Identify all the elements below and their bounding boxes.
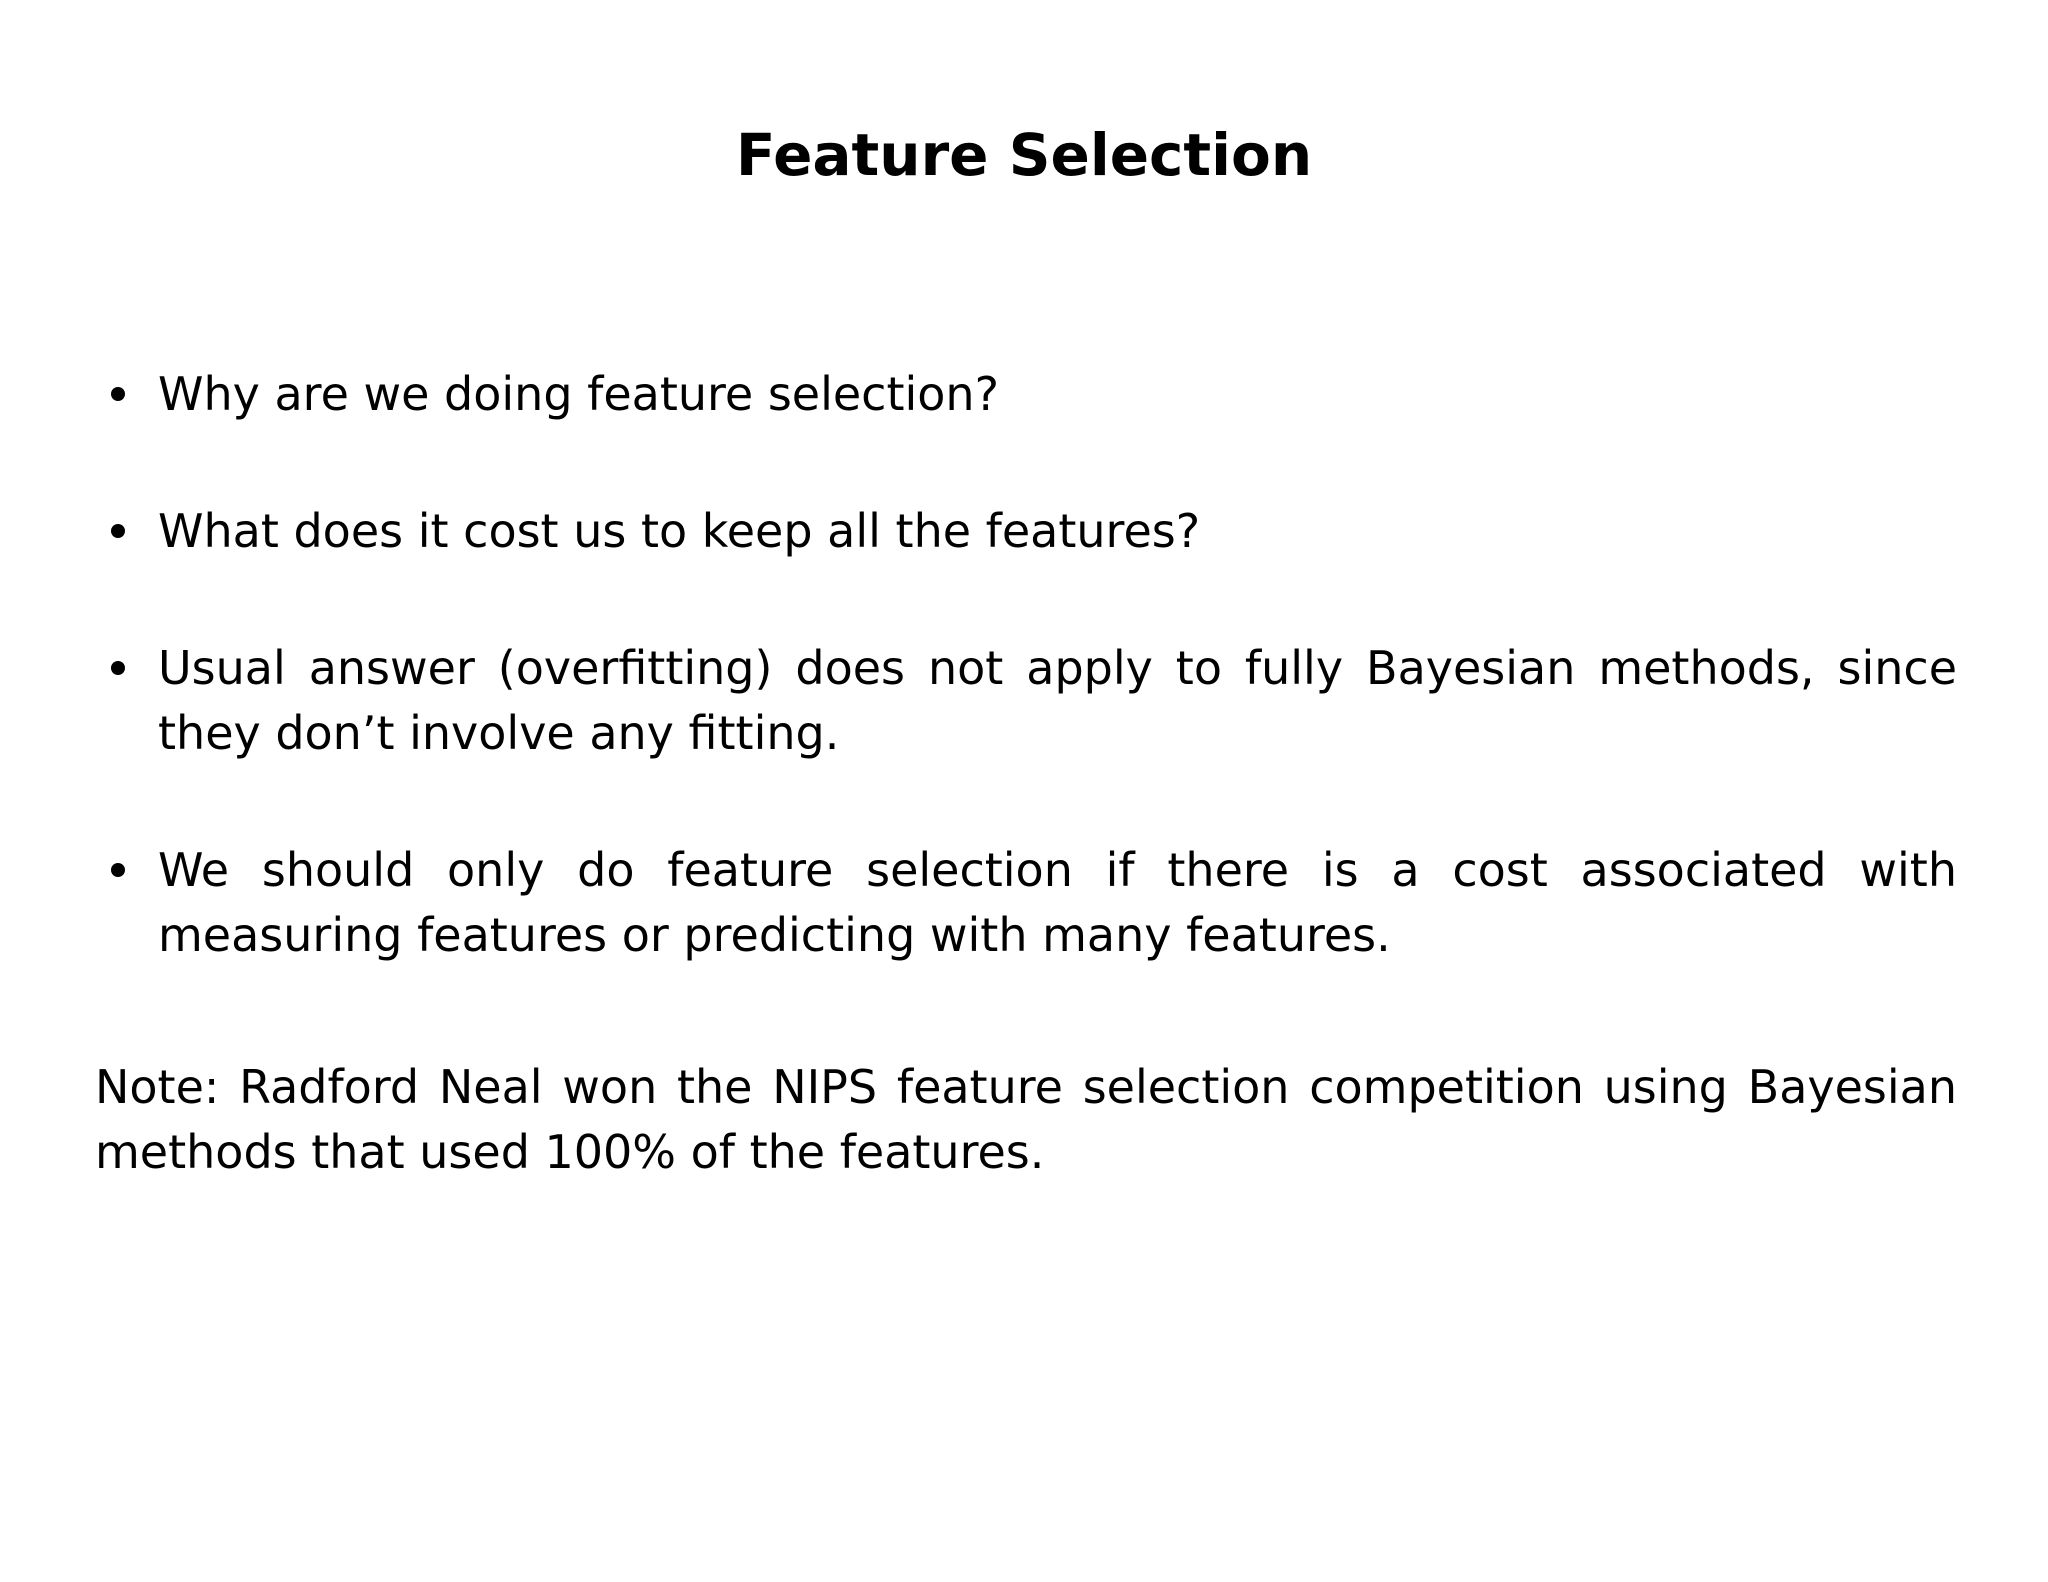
bullet-text: We should only do feature selection if there is a cost associated with measuring features or predicting with many features. <box>158 843 1957 962</box>
bullet-dot-icon <box>111 387 125 401</box>
bullet-item <box>95 499 1957 564</box>
slide-title: Feature Selection <box>735 121 1313 189</box>
bullet-list <box>95 362 1957 1040</box>
bullet-dot-icon <box>111 863 125 877</box>
bullet-item <box>95 362 1957 427</box>
bullet-dot-icon <box>111 661 125 675</box>
bullet-item <box>95 838 1957 968</box>
bullet-dot-icon <box>111 524 125 538</box>
bullet-item <box>95 636 1957 766</box>
note-paragraph: Note: Radford Neal won the NIPS feature selection competition using Bayesian methods that used 100% of the features. <box>95 1060 1957 1179</box>
bullet-text: What does it cost us to keep all the features? <box>158 504 1201 558</box>
bullet-text: Usual answer (overfitting) does not apply to fully Bayesian methods, since they don’t involve any fitting. <box>158 641 1957 760</box>
bullet-text: Why are we doing feature selection? <box>158 367 1000 421</box>
